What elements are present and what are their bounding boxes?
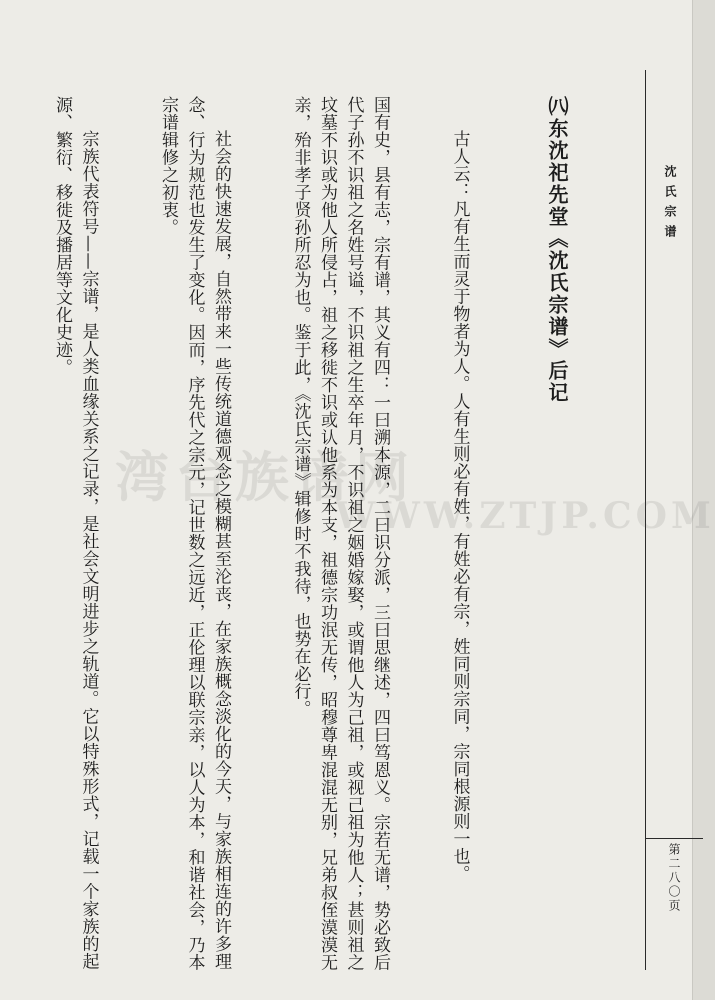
paragraph-1: 古人云：凡有生而灵于物者为人。人有生则必有姓，有姓必有宗，姓同则宗同，宗同根源则一也。 <box>449 130 470 883</box>
margin-rule-horizontal <box>645 838 703 839</box>
paragraph-3: 社会的快速发展，自然带来一些传统道德观念之模糊甚至沦丧，在家族概念淡化的今天，与家族相连的许多理念、行为规范也发生了变化。因而，序先代之宗元，记世数之远近，正伦理以联宗亲，以人为本，和谐社会，乃本宗谱辑修之初衷。 <box>158 96 231 971</box>
section-title: ㈧东沈祀先堂《沈氏宗谱》后记 <box>545 96 569 404</box>
running-header-title: 沈氏宗谱 <box>663 165 677 245</box>
watermark-url: WWW.ZTJP.COM <box>335 495 715 537</box>
page-number: 第二八〇页 <box>667 843 681 913</box>
paragraph-2: 国有史，县有志，宗有谱，其义有四：一曰溯本源，二曰识分派，三曰思继述，四曰笃恩义。宗若无谱，势必致后代子孙不识祖之名姓号谥，不识祖之生卒年月，不识祖之姻婚嫁娶，或谓他人为己祖，或视己祖为他人；甚则祖之坟墓不识或为他人所侵占，祖之移徙不识或认他系为本支，祖德宗功泯无传，昭穆尊卑混混无别，兄弟叔侄漠漠无亲，殆非孝子贤孙所忍为也。鉴于此，《沈氏宗谱》辑修时不我待，也势在必行。 <box>290 96 390 971</box>
paragraph-4: 宗族代表符号——宗谱，是人类血缘关系之记录，是社会文明进步之轨道。它以特殊形式，记载一个家族的起源、繁衍、移徙及播居等文化史迹。 <box>52 96 99 970</box>
watermark-text: 湾台族谱网 <box>115 445 415 509</box>
